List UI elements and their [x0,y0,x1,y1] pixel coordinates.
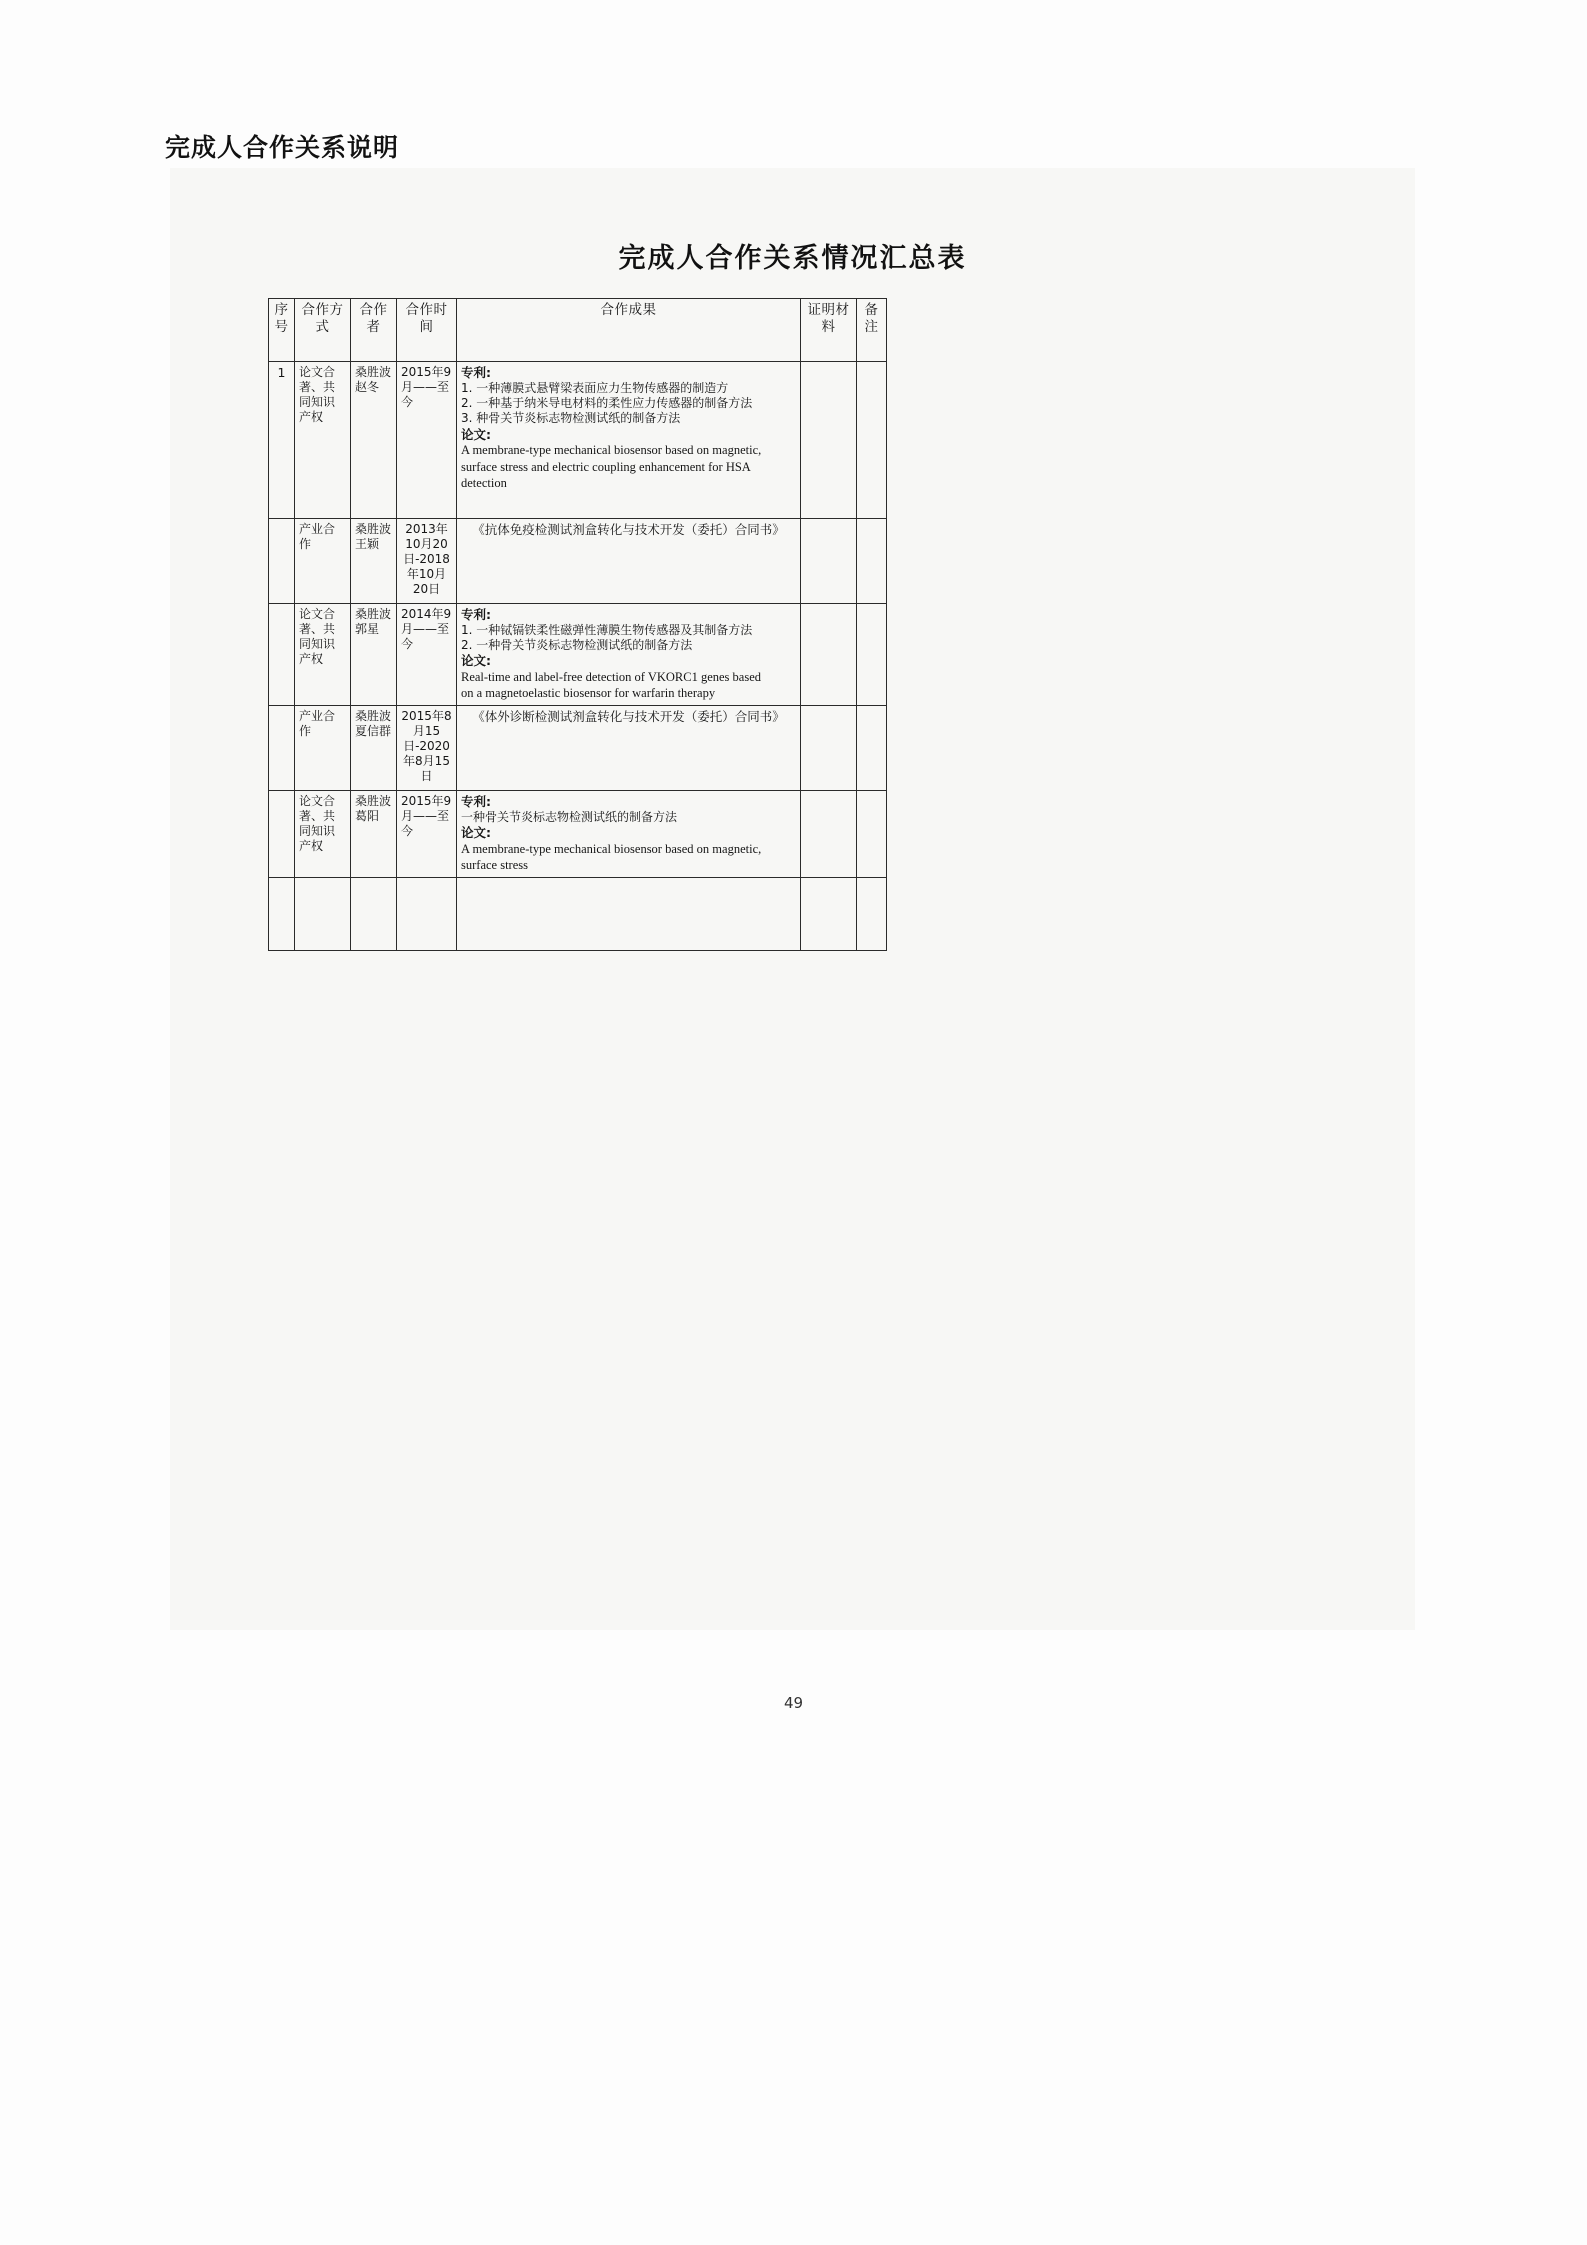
patent-item: 一种骨关节炎标志物检测试纸的制备方法 [461,809,678,824]
paper-label: 论文: [461,426,491,442]
cell-proof [801,877,857,950]
cell-proof [801,705,857,790]
person-line-1: 桑胜波 [355,365,392,379]
cell-remark [857,790,887,877]
table-title: 完成人合作关系情况汇总表 [618,243,967,274]
cell-person [351,362,397,519]
cell-remark [857,705,887,790]
header-person: 合作者 [351,299,397,362]
cell-mode: 论文合著、共同知识产权 [295,362,351,519]
cell-mode: 论文合著、共同知识产权 [295,604,351,706]
patent-label: 专利: [461,793,491,809]
header-mode: 合作方式 [295,299,351,362]
cell-result: 《体外诊断检测试剂盒转化与技术开发（委托）合同书》 [457,705,801,790]
cooperation-summary-table [268,298,887,951]
patent-label: 专利: [461,607,491,622]
cell-result [457,604,801,706]
cell-result [457,877,801,950]
person-line-1: 桑胜波 [355,708,392,723]
cell-time: 2015年9月——至今 [397,790,457,877]
person-line-2: 郭星 [355,622,380,636]
paper-line: detection [461,476,507,491]
cell-no [269,519,295,604]
patent-label: 专利: [461,365,491,380]
paper-line: on a magnetoelastic biosensor for warfarin therapy [461,686,716,701]
cell-person [351,705,397,790]
cell-person [351,877,397,950]
person-line-1: 桑胜波 [355,522,392,536]
cell-person [351,604,397,706]
patent-item: 1. 一种铽镉铁柔性磁弹性薄膜生物传感器及其制备方法 [461,622,753,637]
cell-mode: 产业合作 [295,519,351,604]
person-line-1: 桑胜波 [355,607,392,621]
document-heading: 完成人合作关系说明 [165,133,400,162]
table-row [269,604,887,706]
cell-no: 1 [269,362,295,519]
person-line-1: 桑胜波 [355,793,392,808]
cell-time: 2015年8月15日-2020年8月15日 [397,705,457,790]
patent-item: 2. 一种基于纳米导电材料的柔性应力传感器的制备方法 [461,395,753,410]
cell-result [457,790,801,877]
cell-person [351,519,397,604]
patent-item: 1. 一种薄膜式悬臂梁表面应力生物传感器的制造方 [461,380,729,395]
cell-mode: 论文合著、共同知识产权 [295,790,351,877]
table-row [269,877,887,950]
header-proof: 证明材料 [801,299,857,362]
cell-no [269,604,295,706]
header-remark: 备注 [857,299,887,362]
cell-result: 《抗体免疫检测试剂盒转化与技术开发（委托）合同书》 [457,519,801,604]
person-line-2: 葛阳 [355,808,380,823]
page-number: 49 [783,1694,804,1712]
person-line-2: 赵冬 [355,380,380,394]
paper-line: surface stress and electric coupling enhancement for HSA [461,459,751,474]
paper-line: Real-time and label-free detection of VKORC1 genes based [461,669,762,684]
cell-result [457,362,801,519]
cell-remark [857,877,887,950]
paper-line: surface stress [461,858,528,873]
paper-label: 论文: [461,653,491,669]
cell-remark [857,519,887,604]
cell-no [269,705,295,790]
cell-no [269,790,295,877]
header-time: 合作时间 [397,299,457,362]
table-row [269,519,887,604]
cell-proof [801,604,857,706]
cell-proof [801,362,857,519]
paper-label: 论文: [461,824,491,840]
cell-remark [857,362,887,519]
paper-line: A membrane-type mechanical biosensor based on magnetic, [461,443,762,458]
header-no: 序号 [269,299,295,362]
cell-time: 2013年10月20日-2018年10月20日 [397,519,457,604]
cell-mode: 产业合作 [295,705,351,790]
person-line-2: 王颖 [355,537,380,551]
cell-person [351,790,397,877]
header-result: 合作成果 [457,299,801,362]
cell-time [397,877,457,950]
cell-mode [295,877,351,950]
patent-item: 3. 种骨关节炎标志物检测试纸的制备方法 [461,411,681,426]
cell-time: 2015年9月——至今 [397,362,457,519]
cell-no [269,877,295,950]
table-row [269,790,887,877]
cell-proof [801,519,857,604]
table-header-row [269,299,887,362]
patent-item: 2. 一种骨关节炎标志物检测试纸的制备方法 [461,637,693,652]
paper-line: A membrane-type mechanical biosensor based on magnetic, [461,841,762,856]
cell-time: 2014年9月——至今 [397,604,457,706]
table-row [269,705,887,790]
cell-proof [801,790,857,877]
table-row [269,362,887,519]
cell-remark [857,604,887,706]
person-line-2: 夏信群 [355,723,392,738]
